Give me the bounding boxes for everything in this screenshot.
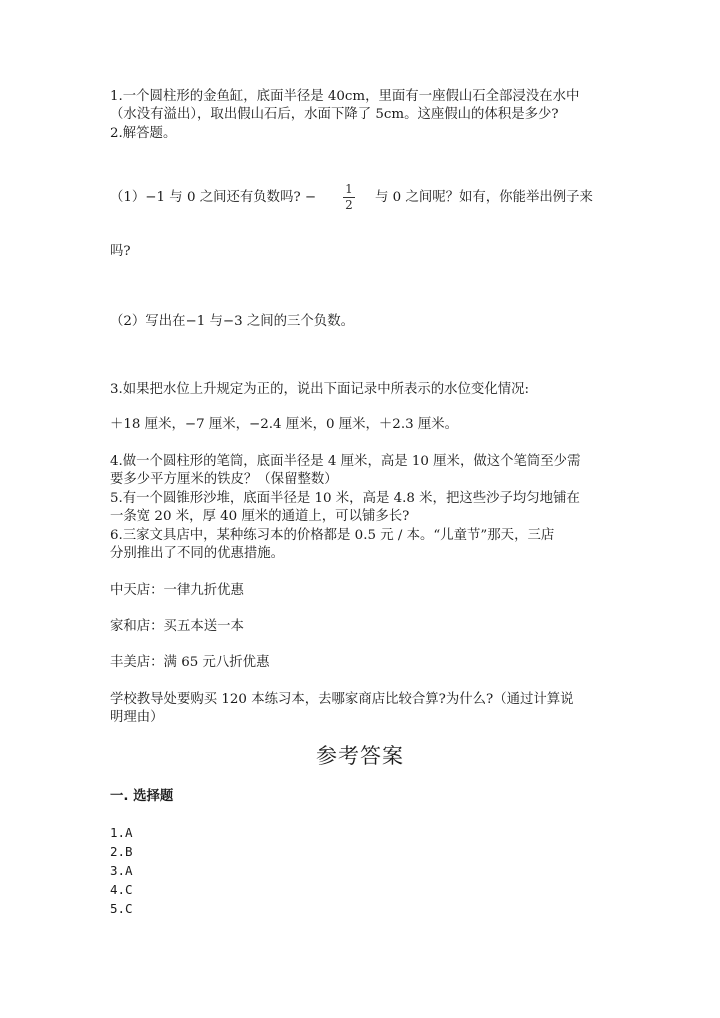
store-jiahe: 家和店：买五本送一本 (110, 619, 244, 634)
answer-key-title: 参考答案 (316, 744, 404, 768)
store-fengmei: 丰美店：满 65 元八折优惠 (110, 655, 270, 670)
question-5-line-2: 一条宽 20 米，厚 40 厘米的通道上，可以铺多长? (110, 509, 410, 524)
question-3-line-2: ＋18 厘米，−7 厘米，−2.4 厘米，0 厘米，＋2.3 厘米。 (110, 417, 459, 432)
question-2-part-2: （2）写出在−1 与−3 之间的三个负数。 (110, 314, 354, 329)
answer-item: 2.B (110, 844, 133, 859)
answer-item: 4.C (110, 882, 133, 897)
question-2-part-1-text-c: 吗? (110, 244, 131, 259)
question-4-line-2: 要多少平方厘米的铁皮？（保留整数） (110, 472, 338, 487)
question-2-title: 2.解答题。 (110, 126, 177, 141)
question-4-line-1: 4.做一个圆柱形的笔筒，底面半径是 4 厘米，高是 10 厘米，做这个笔筒至少需 (110, 454, 581, 469)
answer-item: 1.A (110, 825, 133, 840)
question-1-line-2: （水没有溢出），取出假山石后，水面下降了 5cm。这座假山的体积是多少? (110, 107, 559, 122)
answer-item: 3.A (110, 863, 133, 878)
question-2-part-1-text-b: 与 0 之间呢？如有，你能举出例子来 (375, 190, 593, 205)
question-6-line-1: 6.三家文具店中，某种练习本的价格都是 0.5 元 / 本。“儿童节”那天，三店 (110, 528, 555, 543)
question-5-line-1: 5.有一个圆锥形沙堆，底面半径是 10 米，高是 4.8 米，把这些沙子均匀地铺在 (110, 491, 580, 506)
fraction-denominator: 2 (345, 198, 353, 212)
answer-item: 5.C (110, 901, 133, 916)
question-3-line-1: 3.如果把水位上升规定为正的，说出下面记录中所表示的水位变化情况: (110, 382, 530, 397)
answer-section-multiple-choice: 一. 选择题 (110, 789, 174, 804)
question-6-line-2: 分别推出了不同的优惠措施。 (110, 546, 285, 561)
store-zhongtian: 中天店：一律九折优惠 (110, 583, 244, 598)
fraction-numerator: 1 (345, 182, 353, 196)
fraction-one-half (342, 183, 356, 212)
question-6-ask-line-2: 明理由） (110, 710, 164, 725)
question-6-ask-line-1: 学校教导处要购买 120 本练习本，去哪家商店比较合算?为什么?（通过计算说 (110, 692, 574, 707)
question-2-part-1-text-a: （1）−1 与 0 之间还有负数吗? − (110, 190, 317, 205)
question-1-line-1: 1.一个圆柱形的金鱼缸，底面半径是 40cm，里面有一座假山石全部浸没在水中 (110, 89, 580, 104)
